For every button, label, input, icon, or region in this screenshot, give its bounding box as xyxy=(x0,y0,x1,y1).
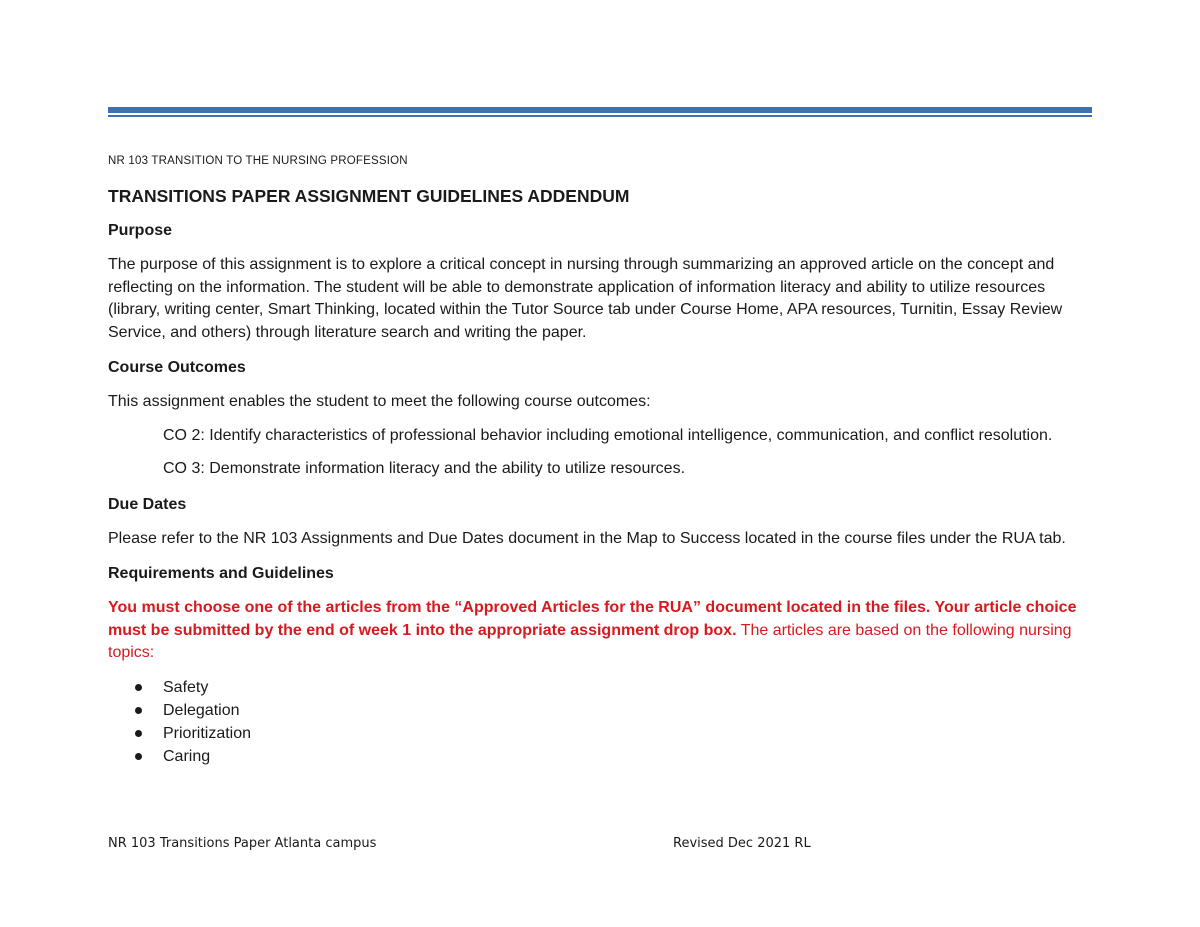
purpose-heading: Purpose xyxy=(108,222,173,239)
topic-label: Delegation xyxy=(163,701,240,719)
course-code: NR 103 TRANSITION TO THE NURSING PROFESSION xyxy=(108,155,408,167)
topic-label: Safety xyxy=(163,678,209,696)
purpose-text: The purpose of this assignment is to explore a critical concept in nursing through summarizing an approved article on the concept and reflecting on the information. The student will be able to demonstrate application of information literacy and ability to utilize resources (library, writing center, Smart Thinking, located within the Tutor Source tab under Course Home, APA resources, Turnitin, Essay Review Service, and others) through literature search and writing the paper. xyxy=(108,256,1063,341)
list-item xyxy=(108,676,1092,699)
bullet-icon xyxy=(135,753,142,760)
footer-left: NR 103 Transitions Paper Atlanta campus xyxy=(108,836,377,851)
requirements-heading: Requirements and Guidelines xyxy=(108,565,334,582)
requirements-notice xyxy=(108,597,1092,665)
bullet-icon xyxy=(135,707,142,714)
course-outcome-co3: CO 3: Demonstrate information literacy and the ability to utilize resources. xyxy=(163,460,686,477)
footer-right: Revised Dec 2021 RL xyxy=(673,836,811,851)
requirements-notice-bold: You must choose one of the articles from the “Approved Articles for the RUA” document located in the files. Your article choice must be submitted by the end of week 1 into the appropriate assignment drop box. xyxy=(108,599,1077,639)
topic-label: Prioritization xyxy=(163,724,252,742)
header-rule-thin xyxy=(108,115,1092,117)
nursing-topics-list xyxy=(108,676,1092,768)
document-body xyxy=(108,153,1092,768)
course-outcomes-intro: This assignment enables the student to meet the following course outcomes: xyxy=(108,393,651,410)
list-item xyxy=(108,699,1092,722)
bullet-icon xyxy=(135,730,142,737)
due-dates-text: Please refer to the NR 103 Assignments and Due Dates document in the Map to Success located in the course files under the RUA tab. xyxy=(108,529,1066,547)
due-dates-heading: Due Dates xyxy=(108,495,187,513)
course-outcome-co2: CO 2: Identify characteristics of professional behavior including emotional intelligence, communication, and conflict resolution. xyxy=(163,426,1053,444)
topic-label: Caring xyxy=(163,747,211,765)
requirements-notice-regular: The articles are based on the following nursing topics: xyxy=(108,621,1072,661)
header-rule-thick xyxy=(108,107,1092,113)
course-outcomes-heading: Course Outcomes xyxy=(108,359,246,376)
bullet-icon xyxy=(135,684,142,691)
list-item xyxy=(108,722,1092,745)
document-title: TRANSITIONS PAPER ASSIGNMENT GUIDELINES ADDENDUM xyxy=(108,186,630,206)
list-item xyxy=(108,745,1092,768)
